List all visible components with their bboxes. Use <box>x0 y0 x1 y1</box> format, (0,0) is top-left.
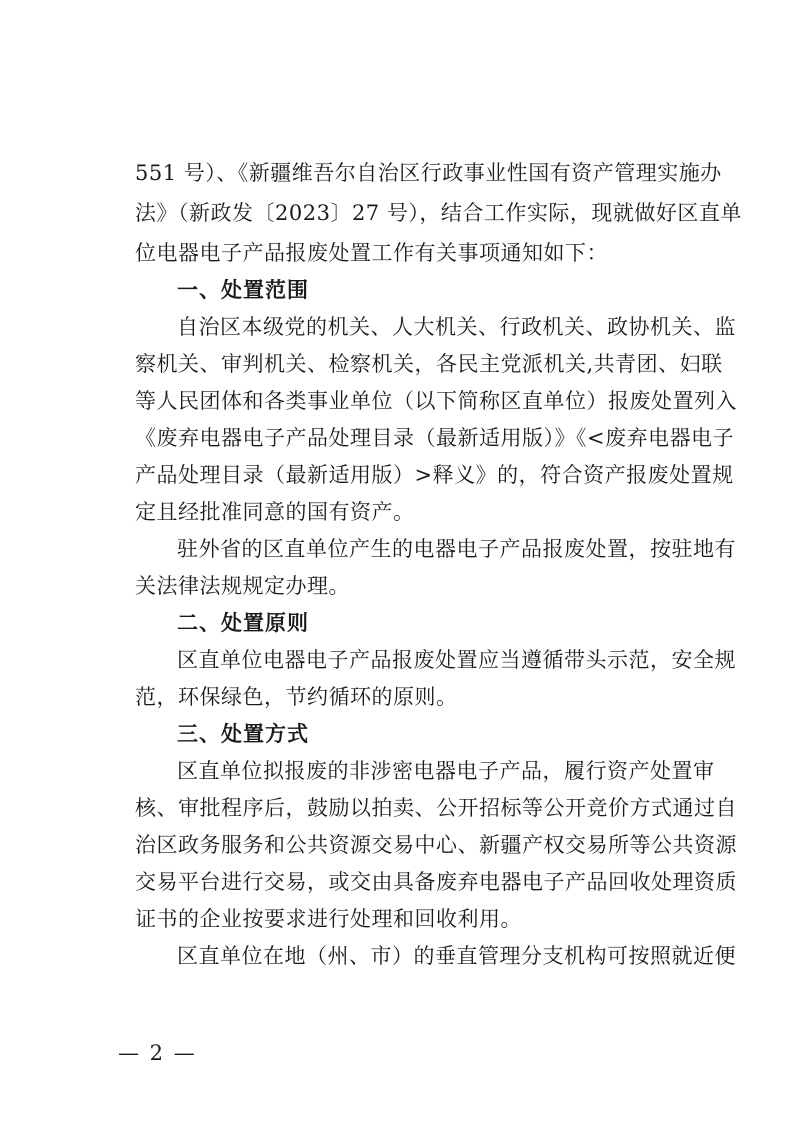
section-2-para-1-line-2: 范，环保绿色，节约循环的原则。 <box>135 685 458 709</box>
page-number: — 2 — <box>118 1041 197 1065</box>
section-1-heading: 一、处置范围 <box>177 278 309 302</box>
intro-line-3: 位电器电子产品报废处置工作有关事项通知如下： <box>135 241 608 265</box>
section-1-para-1-line-2: 察机关、审判机关、检察机关，各民主党派机关,共青团、妇联 <box>135 352 723 376</box>
section-1-para-1-line-5: 产品处理目录（最新适用版）>释义》的，符合资产报废处置规 <box>135 463 734 487</box>
section-1-para-1-line-1: 自治区本级党的机关、人大机关、行政机关、政协机关、监 <box>177 315 736 339</box>
section-3-para-1-line-4: 交易平台进行交易，或交由具备废弃电器电子产品回收处理资质 <box>135 870 737 894</box>
section-1-para-2-line-2: 关法律法规规定办理。 <box>135 574 350 598</box>
intro-line-1: 551 号）、《新疆维吾尔自治区行政事业性国有资产管理实施办 <box>135 161 722 185</box>
section-3-para-1-line-2: 核、审批程序后，鼓励以拍卖、公开招标等公开竞价方式通过自 <box>135 796 737 820</box>
section-1-para-1-line-4: 《废弃电器电子产品处理目录（最新适用版）》《<废弃电器电子 <box>135 426 735 450</box>
section-3-heading: 三、处置方式 <box>177 722 309 746</box>
section-3-para-1-line-1: 区直单位拟报废的非涉密电器电子产品，履行资产处置审 <box>177 759 715 783</box>
section-3-para-1-line-5: 证书的企业按要求进行处理和回收利用。 <box>135 907 522 931</box>
section-1-para-1-line-3: 等人民团体和各类事业单位（以下简称区直单位）报废处置列入 <box>135 389 737 413</box>
intro-line-2: 法》（新政发〔2023〕27 号），结合工作实际，现就做好区直单 <box>135 201 742 225</box>
section-3-para-2-line-1: 区直单位在地（州、市）的垂直管理分支机构可按照就近便 <box>177 944 736 968</box>
section-3-para-1-line-3: 治区政务服务和公共资源交易中心、新疆产权交易所等公共资源 <box>135 833 737 857</box>
section-1-para-2-line-1: 驻外省的区直单位产生的电器电子产品报废处置，按驻地有 <box>177 537 736 561</box>
section-1-para-1-line-6: 定且经批准同意的国有资产。 <box>135 500 415 524</box>
section-2-heading: 二、处置原则 <box>177 611 309 635</box>
section-2-para-1-line-1: 区直单位电器电子产品报废处置应当遵循带头示范，安全规 <box>177 648 736 672</box>
